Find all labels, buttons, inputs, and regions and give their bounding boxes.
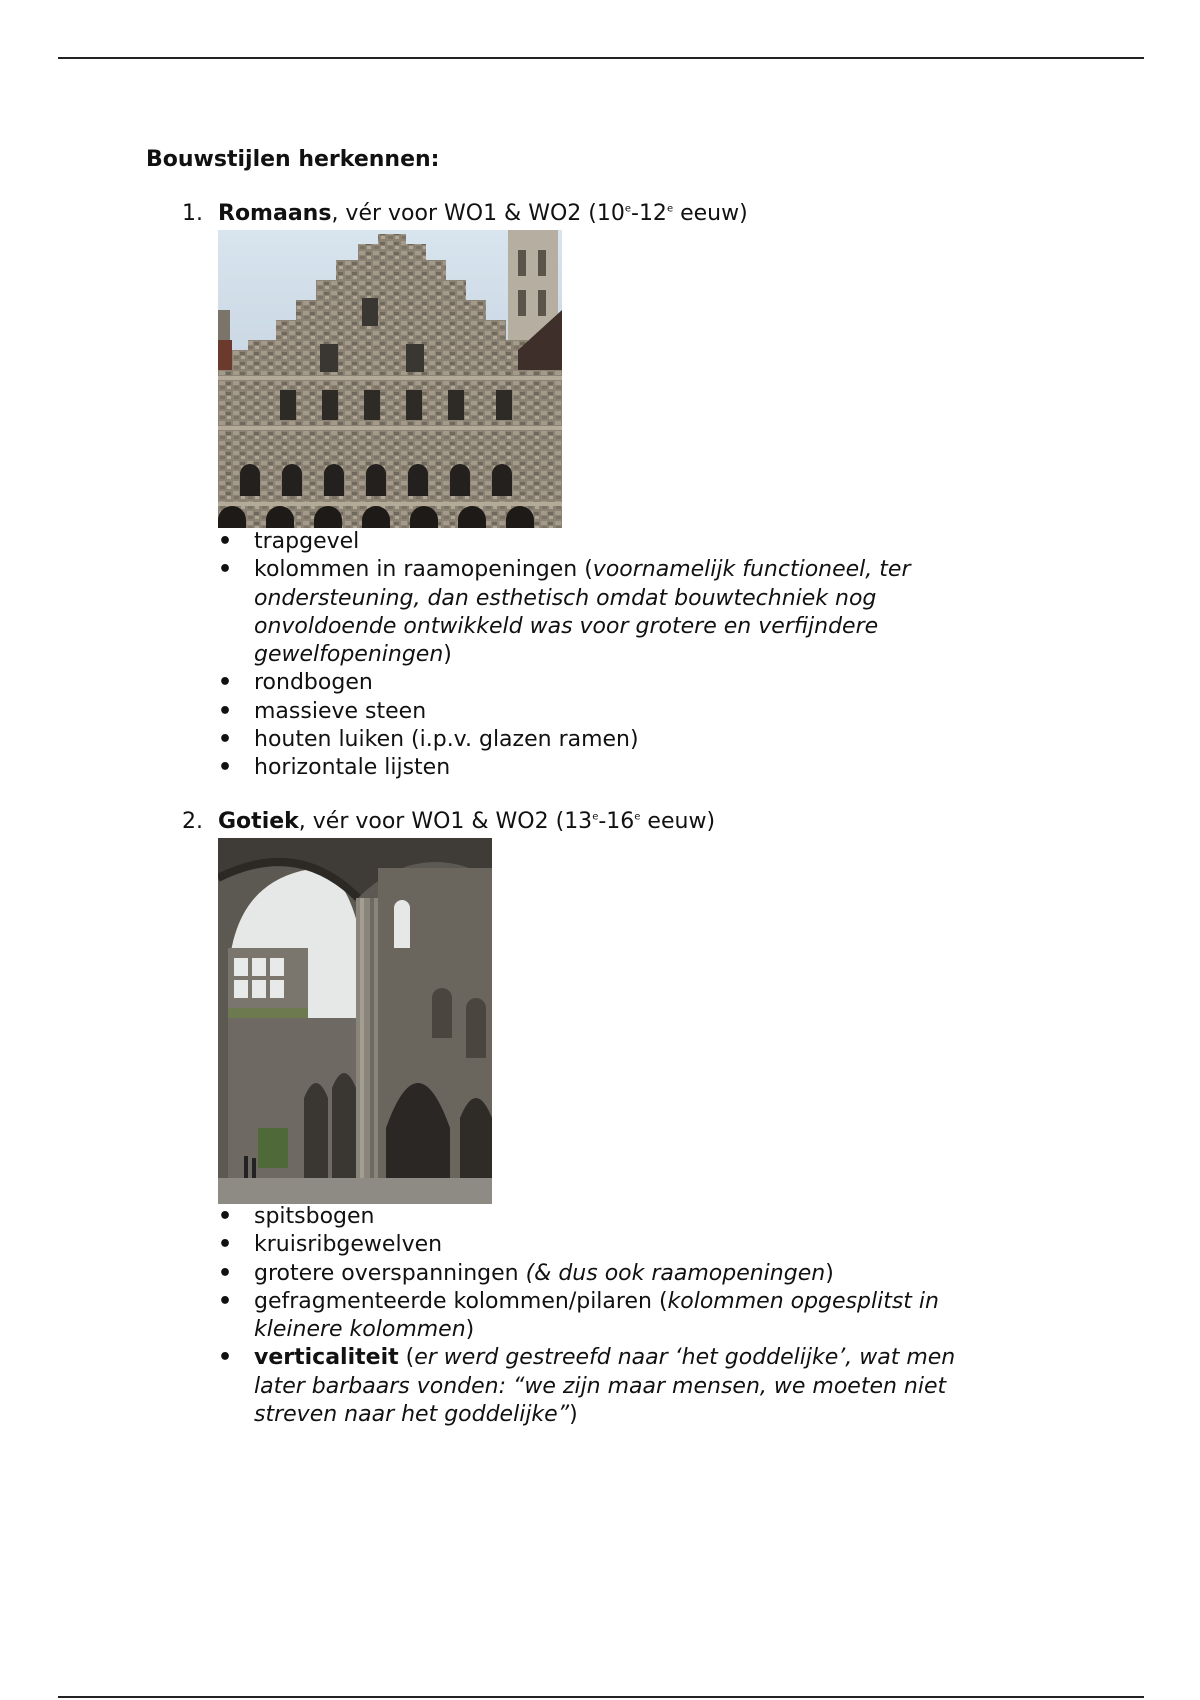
section-title-romaans: 1. Romaans, vér voor WO1 & WO2 (10e-12e eeuw) xyxy=(182,201,748,226)
bullet-icon: • xyxy=(218,727,233,753)
romaans-characteristics-list xyxy=(218,528,994,783)
section-number: 1. xyxy=(182,201,203,226)
style-name: Romaans xyxy=(218,201,332,226)
list-item: • houten luiken (i.p.v. glazen ramen) xyxy=(218,726,994,754)
bullet-icon: • xyxy=(218,670,233,696)
bullet-icon: • xyxy=(218,1260,233,1286)
bullet-icon: • xyxy=(218,1345,233,1371)
bullet-icon: • xyxy=(218,1288,233,1314)
list-item: • grotere overspanningen (& dus ook raamopeningen) xyxy=(218,1260,994,1288)
bullet-icon: • xyxy=(218,1204,233,1229)
style-name: Gotiek xyxy=(218,809,299,834)
romanesque-building-photo xyxy=(218,230,562,528)
bullet-icon: • xyxy=(218,698,233,724)
list-item: • kolommen in raamopeningen (voornamelijk functioneel, ter ondersteuning, dan esthetisch omdat bouwtechniek nog onvoldoende ontwikkeld was voor grotere en verfijndere gewelfopeningen) xyxy=(218,557,911,668)
header-rule xyxy=(58,57,1144,59)
list-item: • rondbogen xyxy=(218,669,994,697)
list-item: • massieve steen xyxy=(218,698,994,726)
bullet-icon: • xyxy=(218,529,233,554)
bullet-icon: • xyxy=(218,755,233,781)
bullet-icon: • xyxy=(218,1232,233,1258)
gotiek-characteristics-list xyxy=(218,1203,994,1429)
section-number: 2. xyxy=(182,809,203,834)
page-heading: Bouwstijlen herkennen: xyxy=(146,147,440,172)
list-item: • gefragmenteerde kolommen/pilaren (kolommen opgesplitst in kleinere kolommen) xyxy=(218,1288,939,1343)
bullet-icon: • xyxy=(218,557,233,583)
gothic-ruin-photo xyxy=(218,838,492,1204)
list-item: • kruisribgewelven xyxy=(218,1231,994,1259)
list-item: • verticaliteit (er werd gestreefd naar ‘het goddelijke’, wat men later barbaars vonden: “we zijn maar mensen, we moeten niet streven naar het goddelijke”) xyxy=(218,1345,956,1428)
section-title-gotiek: 2. Gotiek, vér voor WO1 & WO2 (13e-16e eeuw) xyxy=(182,809,716,834)
list-item: • horizontale lijsten xyxy=(218,754,994,782)
footer-rule xyxy=(58,1696,1144,1698)
list-item: • trapgevel xyxy=(218,528,994,556)
list-item: • spitsbogen xyxy=(218,1203,994,1231)
